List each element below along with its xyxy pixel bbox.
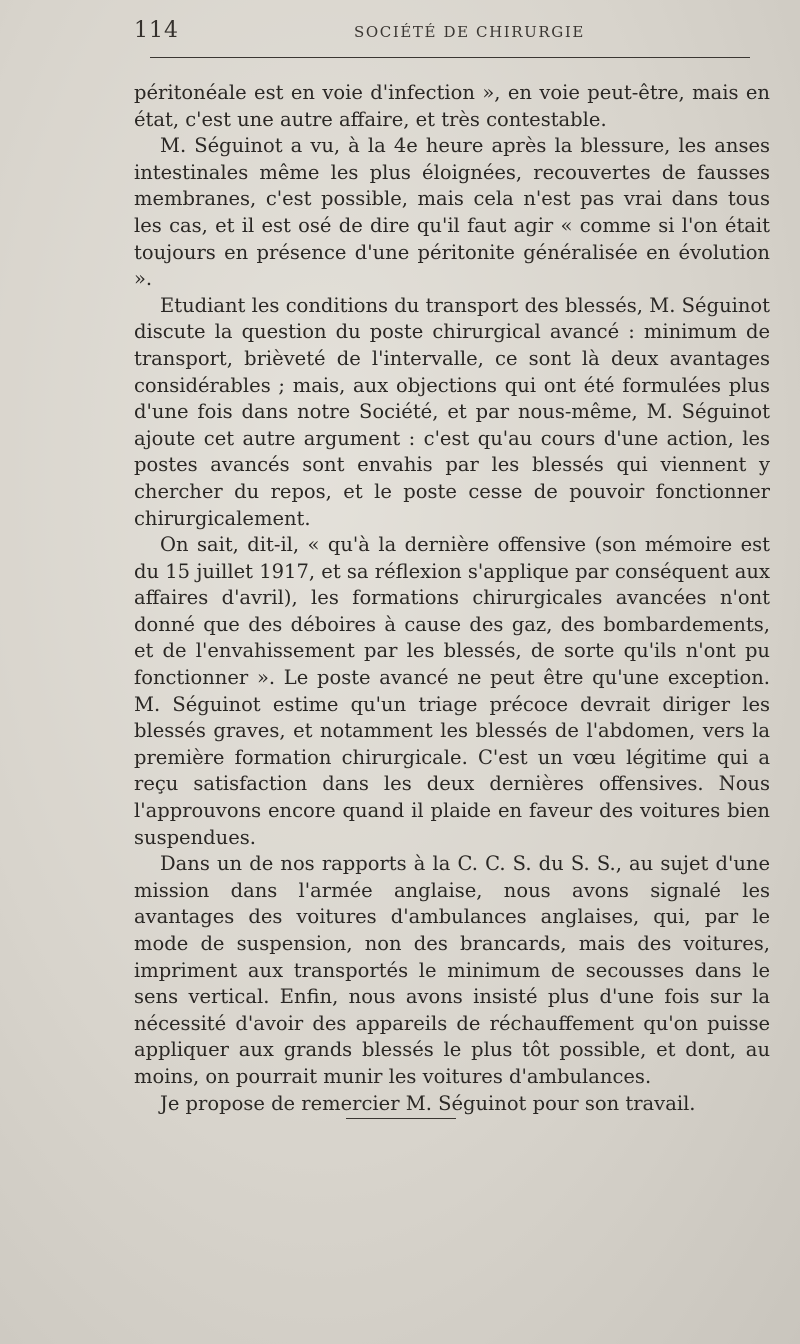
paragraph: Je propose de remercier M. Séguinot pour son travail. xyxy=(160,1091,696,1115)
header-rule xyxy=(150,57,750,58)
paragraph: Etudiant les conditions du transport des blessés, M. Séguinot discute la question du poste chirurgical avancé : minimum de transport, brièveté de l'intervalle, ce sont là deux avantages considérables ; mais, aux objections qui ont été formulées plus d'une fois dans notre Société, et par nous-même, M. Séguinot ajoute cet autre argument : c'est qu'au cours d'une action, les postes avancés sont envahis par les blessés qui viennent y chercher du repos, et le poste cesse de pouvoir fonctionner chirurgicalement. xyxy=(134,293,770,530)
paragraph: Dans un de nos rapports à la C. C. S. du S. S., au sujet d'une mission dans l'armée anglaise, nous avons signalé les avantages des voitures d'ambulances anglaises, qui, par le mode de suspension, non des brancards, mais des voitures, impriment aux transportés le minimum de secousses dans le sens vertical. Enfin, nous avons insisté plus d'une fois sur la nécessité d'avoir des appareils de réchauffement qu'on puisse appliquer aux grands blessés le plus tôt possible, et dont, au moins, on pourrait munir les voitures d'ambulances. xyxy=(134,852,770,1088)
running-title: SOCIÉTÉ DE CHIRURGIE xyxy=(354,23,585,41)
running-head xyxy=(134,18,770,44)
body-text xyxy=(134,80,770,1117)
end-rule xyxy=(346,1118,456,1119)
paragraph-continued: péritonéale est en voie d'infection », en voie peut-être, mais en état, c'est une autre affaire, et très contestable. xyxy=(134,81,770,131)
page-number: 114 xyxy=(134,18,179,43)
paragraph: M. Séguinot a vu, à la 4e heure après la blessure, les anses intestinales même les plus éloignées, recouvertes de fausses membranes, c'est possible, mais cela n'est pas vrai dans tous les cas, et il est osé de dire qu'il faut agir « comme si l'on était toujours en présence d'une péritonite généralisée en évolution ». xyxy=(134,134,770,291)
paragraph: On sait, dit-il, « qu'à la dernière offensive (son mémoire est du 15 juillet 1917, et sa réflexion s'applique par conséquent aux affaires d'avril), les formations chirurgicales avancées n'ont donné que des déboires à cause des gaz, des bombardements, et de l'envahissement par les blessés, de sorte qu'ils n'ont pu fonctionner ». Le poste avancé ne peut être qu'une exception. M. Séguinot estime qu'un triage précoce devrait diriger les blessés graves, et notamment les blessés de l'abdomen, vers la première formation chirurgicale. C'est un vœu légitime qui a reçu satisfaction dans les deux dernières offensives. Nous l'approuvons encore quand il plaide en faveur des voitures bien suspendues. xyxy=(134,533,770,849)
